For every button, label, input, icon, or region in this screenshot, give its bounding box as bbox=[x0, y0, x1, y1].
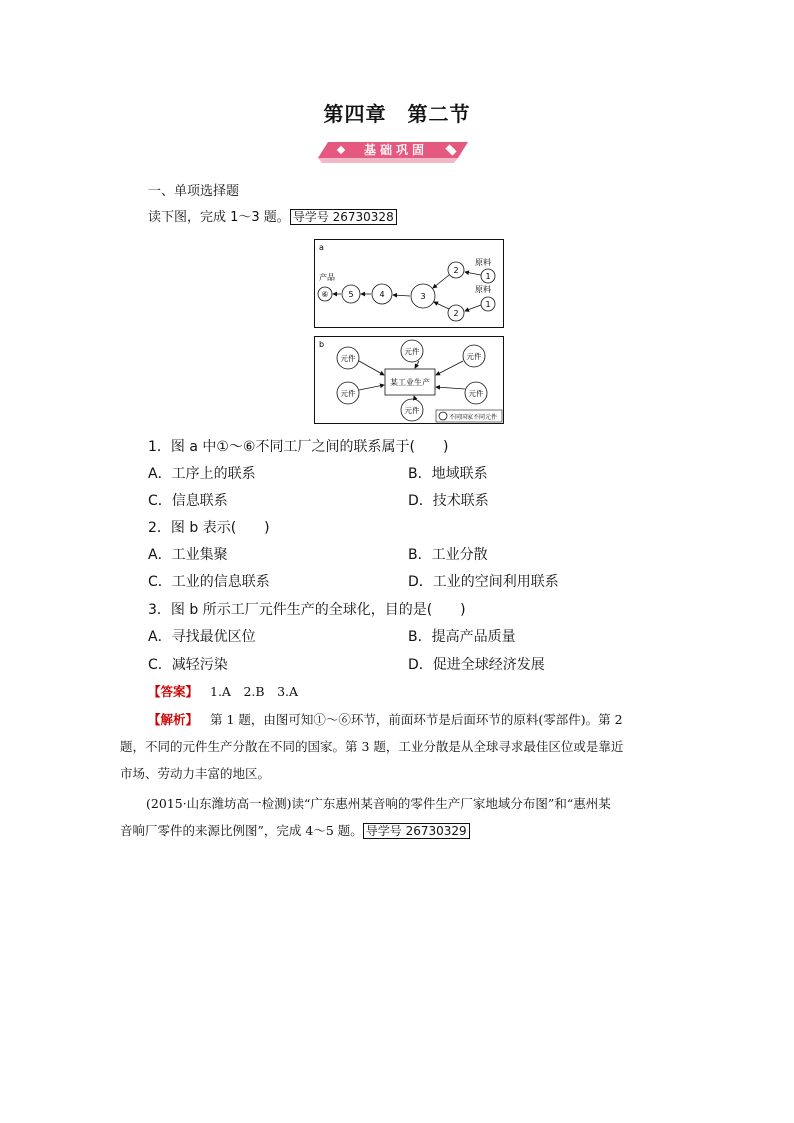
component-node: 元件 bbox=[340, 354, 356, 363]
intro-text: 读下图，完成 1～3 题。 bbox=[148, 210, 290, 225]
figure-b bbox=[314, 336, 504, 424]
guide-number[interactable]: 导学号 26730329 bbox=[363, 823, 470, 839]
question-3-stem: 3．图 b 所示工厂元件生产的全球化，目的是( ) bbox=[148, 602, 466, 618]
analysis-text: 第 1 题，由图可知①～⑥环节，前面环节是后面环节的原料(零部件)。第 2 bbox=[210, 712, 623, 727]
question-2-option-a[interactable]: A．工业集聚 bbox=[148, 547, 228, 563]
question-1-option-c[interactable]: C．信息联系 bbox=[148, 493, 228, 509]
section-banner-label: 基础巩固 bbox=[363, 143, 428, 157]
node-6: ⑥ bbox=[321, 290, 329, 299]
raw-material-bottom-label: 原料 bbox=[475, 285, 491, 294]
node-2-top: 2 bbox=[453, 266, 459, 275]
page-title: 第四章 第二节 bbox=[323, 102, 471, 126]
factory-box: 某工业生产 bbox=[390, 378, 430, 387]
answer-tag: 【答案】 bbox=[148, 684, 199, 699]
analysis-line-2: 题，不同的元件生产分散在不同的国家。第 3 题，工业分散是从全球寻求最佳区位或是靠近 bbox=[120, 739, 624, 754]
question-3-option-c[interactable]: C．减轻污染 bbox=[148, 657, 228, 673]
node-2-bottom: 2 bbox=[453, 309, 459, 318]
analysis-line-1 bbox=[148, 710, 623, 728]
node-5: 5 bbox=[348, 290, 354, 299]
legend-label: 不同国家不同元件 bbox=[449, 414, 498, 421]
question-1-option-b[interactable]: B．地域联系 bbox=[408, 466, 488, 482]
next-intro-line-2 bbox=[120, 821, 470, 839]
answer-text: 1.A 2.B 3.A bbox=[210, 684, 299, 699]
node-3: 3 bbox=[420, 292, 426, 301]
component-node: 元件 bbox=[468, 389, 484, 398]
analysis-line-3: 市场、劳动力丰富的地区。 bbox=[120, 766, 271, 781]
component-node: 元件 bbox=[404, 347, 420, 356]
question-1-option-a[interactable]: A．工序上的联系 bbox=[148, 466, 256, 482]
figure-a-label: a bbox=[319, 243, 324, 252]
intro-line bbox=[148, 206, 397, 225]
component-node: 元件 bbox=[466, 352, 482, 361]
question-1-stem: 1．图 a 中①～⑥不同工厂之间的联系属于( ) bbox=[148, 439, 449, 455]
figure-b-label: b bbox=[319, 340, 325, 349]
question-2-option-d[interactable]: D．工业的空间利用联系 bbox=[408, 574, 559, 590]
raw-material-top-label: 原料 bbox=[475, 258, 491, 267]
analysis-tag: 【解析】 bbox=[148, 712, 199, 727]
figure-a bbox=[314, 239, 504, 328]
node-4: 4 bbox=[379, 290, 385, 299]
question-3-option-d[interactable]: D．促进全球经济发展 bbox=[408, 657, 545, 673]
question-2-stem: 2．图 b 表示( ) bbox=[148, 520, 270, 536]
section-title: 一、单项选择题 bbox=[148, 184, 240, 199]
question-2-option-b[interactable]: B．工业分散 bbox=[408, 547, 488, 563]
guide-number[interactable]: 导学号 26730328 bbox=[290, 209, 397, 225]
question-3-option-b[interactable]: B．提高产品质量 bbox=[408, 629, 516, 645]
node-1-bottom: 1 bbox=[485, 300, 491, 309]
question-3-option-a[interactable]: A．寻找最优区位 bbox=[148, 629, 256, 645]
question-1-option-d[interactable]: D．技术联系 bbox=[408, 493, 489, 509]
product-label: 产品 bbox=[319, 273, 335, 282]
component-node: 元件 bbox=[340, 389, 356, 398]
question-2-option-c[interactable]: C．工业的信息联系 bbox=[148, 574, 270, 590]
next-intro-text: 音响厂零件的来源比例图”，完成 4～5 题。 bbox=[120, 823, 363, 838]
answer-line bbox=[148, 682, 298, 700]
component-node: 元件 bbox=[404, 406, 420, 415]
node-1-top: 1 bbox=[485, 272, 491, 281]
next-intro-line-1: (2015·山东潍坊高一检测)读“广东惠州某音响的零件生产厂家地域分布图”和“惠州某 bbox=[146, 796, 611, 811]
